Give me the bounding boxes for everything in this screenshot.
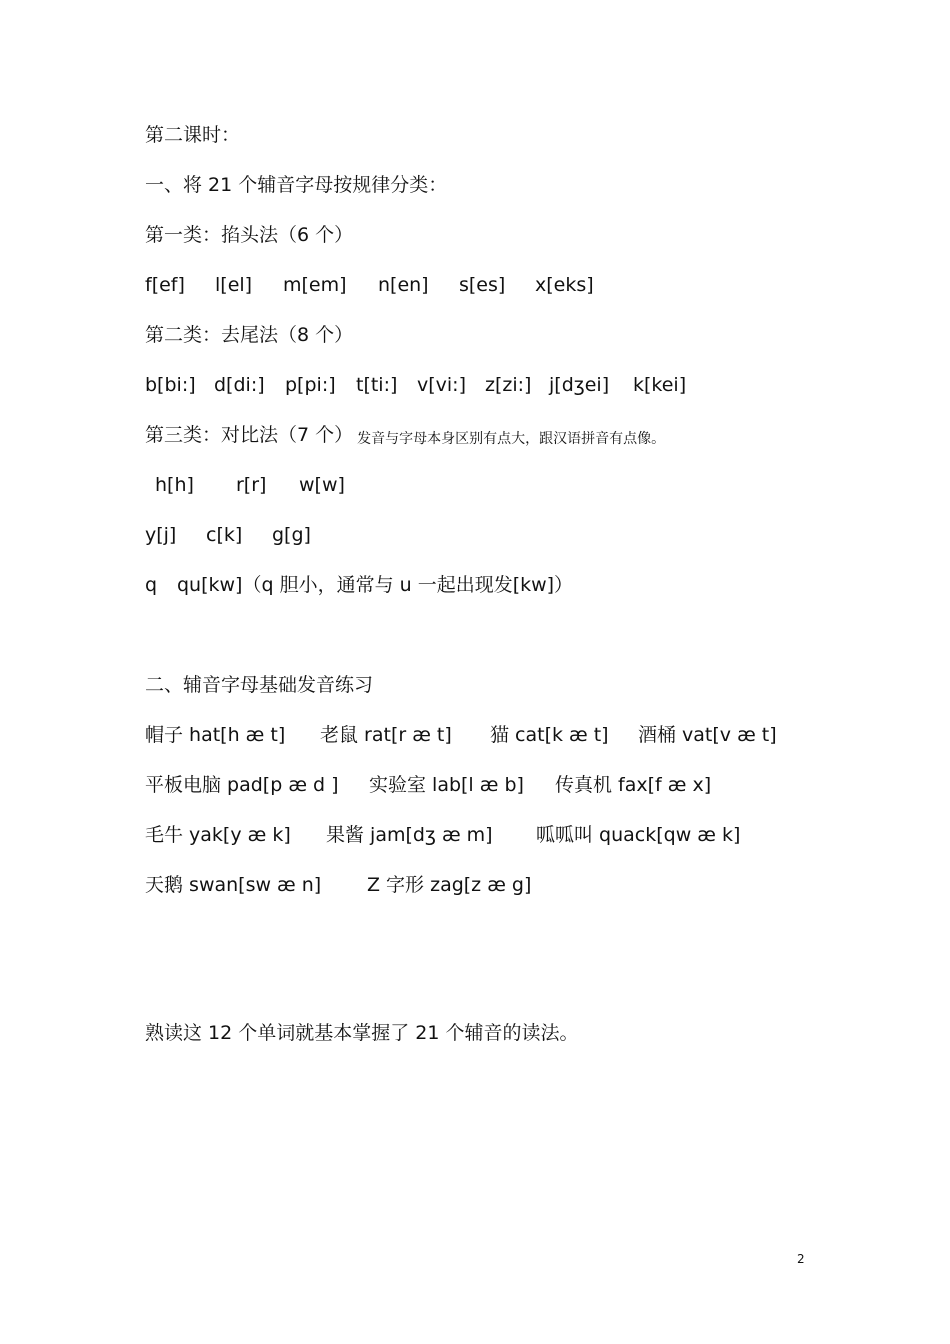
letter-item: v[vi:] — [417, 374, 466, 396]
letter-item: p[pi:] — [285, 374, 336, 396]
class3-heading: 第三类：对比法（7 个） — [145, 424, 354, 446]
letter-item: j[dʒei] — [549, 374, 610, 396]
word-item: 毛牛 yak[y æ k] — [145, 824, 291, 846]
letter-item: b[bi:] — [145, 374, 196, 396]
word-item: 老鼠 rat[r æ t] — [320, 724, 452, 746]
section2-heading: 二、辅音字母基础发音练习 — [145, 674, 374, 696]
class3-note: 发音与字母本身区别有点大，跟汉语拼音有点像。 — [357, 431, 666, 447]
letter-item: s[es] — [459, 274, 506, 296]
letter-item: z[zi:] — [485, 374, 532, 396]
word-item: 平板电脑 pad[p æ d ] — [145, 774, 339, 796]
letter-item: g[g] — [272, 524, 311, 546]
word-item: 果酱 jam[dʒ æ m] — [326, 824, 493, 846]
letter-item: w[w] — [299, 474, 345, 496]
letter-item: d[di:] — [214, 374, 265, 396]
section1-heading: 一、将 21 个辅音字母按规律分类： — [145, 174, 448, 196]
letter-item: n[en] — [378, 274, 429, 296]
page-number: 2 — [797, 1252, 805, 1266]
word-item: 酒桶 vat[v æ t] — [638, 724, 777, 746]
letter-item: f[ef] — [145, 274, 185, 296]
word-item: 猫 cat[k æ t] — [490, 724, 609, 746]
word-item: Z 字形 zag[z æ g] — [367, 874, 532, 896]
word-item: 呱呱叫 quack[qw æ k] — [536, 824, 741, 846]
class2-heading: 第二类：去尾法（8 个） — [145, 324, 354, 346]
summary-text: 熟读这 12 个单词就基本掌握了 21 个辅音的读法。 — [145, 1022, 579, 1044]
word-item: 天鹅 swan[sw æ n] — [145, 874, 322, 896]
letter-item: x[eks] — [535, 274, 594, 296]
letter-item: k[kei] — [633, 374, 687, 396]
letter-item: m[em] — [283, 274, 347, 296]
letter-item: y[j] — [145, 524, 177, 546]
class3-heading-line — [145, 422, 665, 450]
letter-item: q — [145, 574, 158, 596]
word-item: 实验室 lab[l æ b] — [369, 774, 524, 796]
letter-item: t[ti:] — [356, 374, 398, 396]
word-item: 帽子 hat[h æ t] — [145, 724, 286, 746]
letter-item: qu[kw]（q 胆小，通常与 u 一起出现发[kw]） — [177, 574, 574, 596]
letter-item: h[h] — [155, 474, 194, 496]
class1-heading: 第一类：掐头法（6 个） — [145, 224, 354, 246]
lesson-title: 第二课时： — [145, 124, 241, 146]
letter-item: r[r] — [236, 474, 267, 496]
letter-item: c[k] — [206, 524, 243, 546]
word-item: 传真机 fax[f æ x] — [555, 774, 712, 796]
letter-item: l[el] — [215, 274, 253, 296]
